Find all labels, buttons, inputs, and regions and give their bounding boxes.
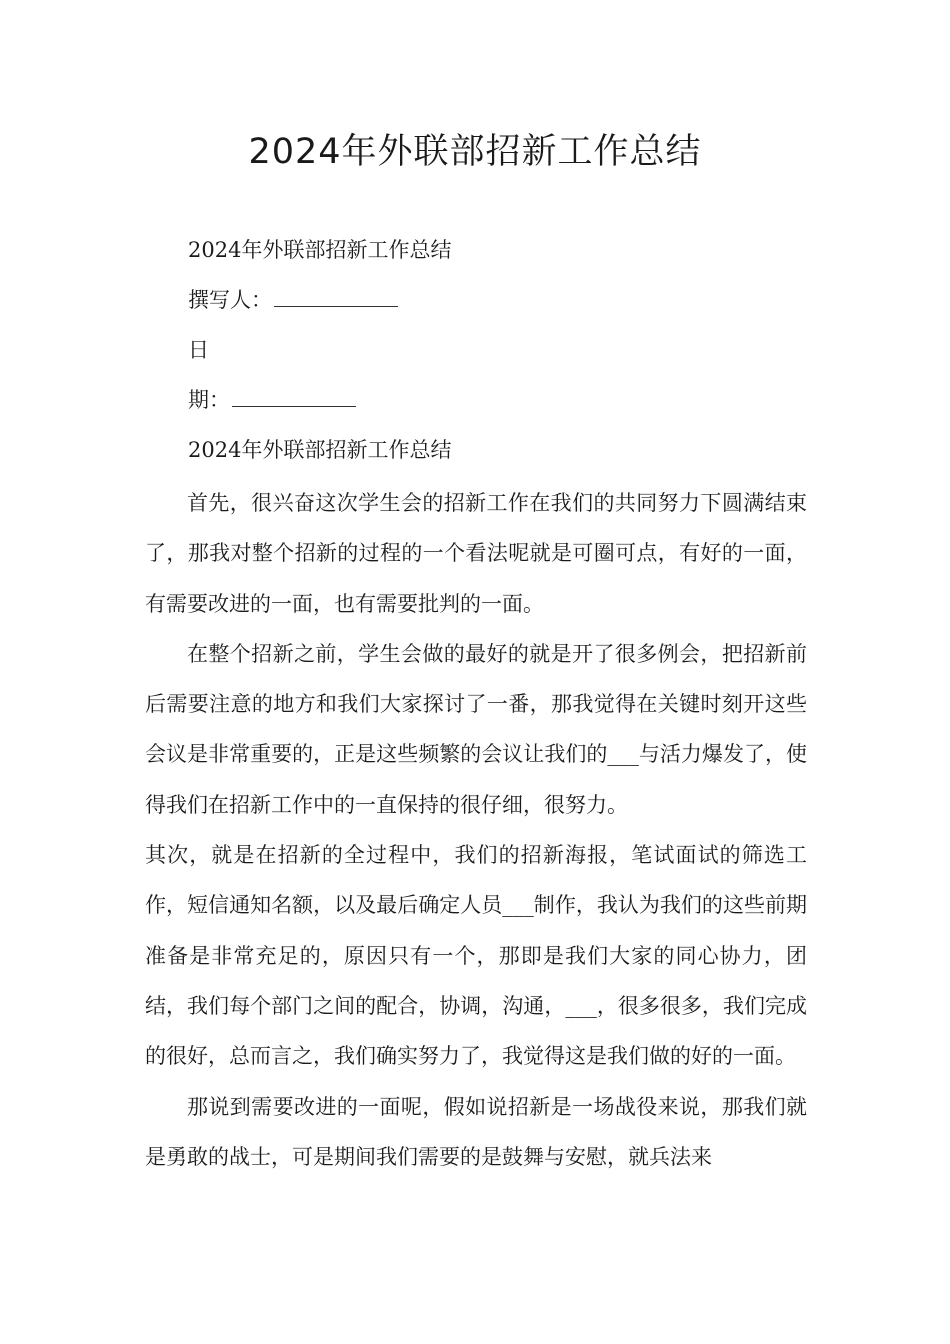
paragraph-3: 其次，就是在招新的全过程中，我们的招新海报，笔试面试的筛选工作，短信通知名额，以及最后确定人员___制作，我认为我们的这些前期准备是非常充足的，原因只有一个，那即是我们大家的同心协力，团结，我们每个部门之间的配合，协调，沟通，___，很多很多，我们完成的很好，总而言之，我们确实努力了，我觉得这是我们做的好的一面。 bbox=[145, 843, 807, 1069]
date-label: 期： bbox=[188, 388, 230, 412]
author-label: 撰写人： bbox=[188, 288, 272, 312]
paragraph-2: 在整个招新之前，学生会做的最好的就是开了很多例会，把招新前后需要注意的地方和我们大家探讨了一番，那我觉得在关键时刻开这些会议是非常重要的，正是这些频繁的会议让我们的___与活力爆发了，使得我们在招新工作中的一直保持的很仔细，很努力。 bbox=[145, 641, 807, 817]
body-text bbox=[145, 478, 807, 1182]
paragraph-4: 那说到需要改进的一面呢，假如说招新是一场战役来说，那我们就是勇敢的战士，可是期间我们需要的是鼓舞与安慰，就兵法来 bbox=[145, 1094, 807, 1169]
date-label-first: 日 bbox=[188, 338, 209, 362]
subtitle: 2024年外联部招新工作总结 bbox=[188, 438, 452, 462]
document-title: 2024年外联部招新工作总结 bbox=[248, 132, 702, 172]
date-line bbox=[188, 385, 356, 415]
author-blank bbox=[274, 286, 398, 307]
author-line bbox=[188, 285, 398, 315]
header-title: 2024年外联部招新工作总结 bbox=[188, 238, 452, 262]
date-blank bbox=[232, 386, 356, 407]
paragraph-1: 首先，很兴奋这次学生会的招新工作在我们的共同努力下圆满结束了，那我对整个招新的过程的一个看法呢就是可圈可点，有好的一面，有需要改进的一面，也有需要批判的一面。 bbox=[145, 491, 807, 616]
